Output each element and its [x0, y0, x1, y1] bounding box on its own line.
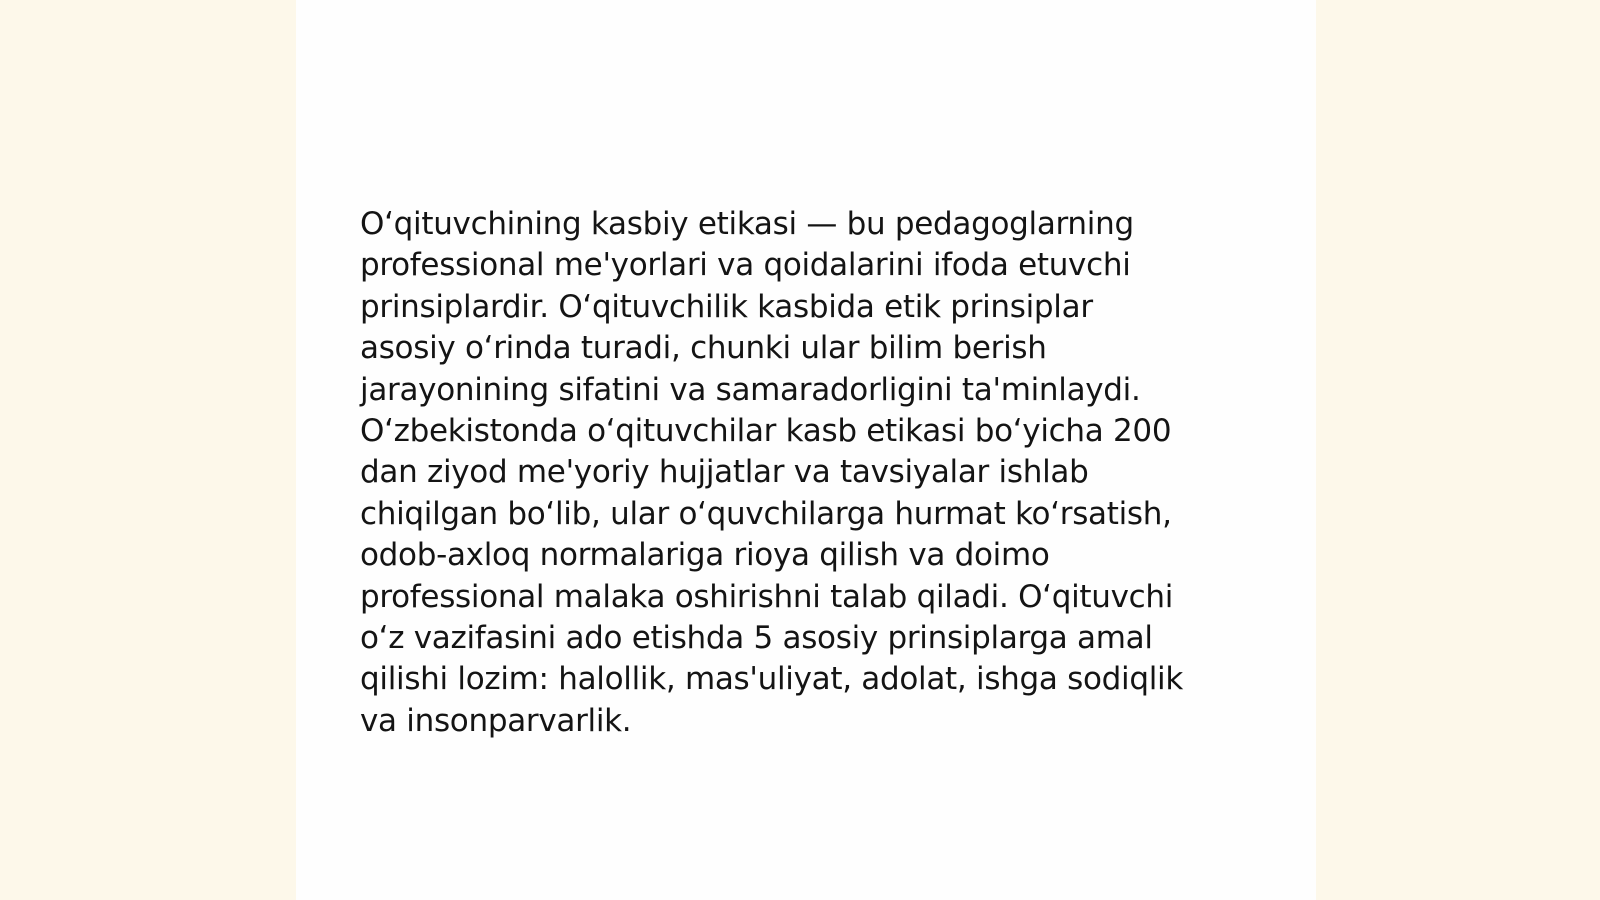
- paragraph-line: jarayonining sifatini va samaradorligini ta'minlaydi.: [360, 371, 1141, 408]
- paragraph-line: prinsiplardir. O‘qituvchilik kasbida etik prinsiplar: [360, 288, 1093, 325]
- paragraph-line: asosiy o‘rinda turadi, chunki ular bilim berish: [360, 330, 1047, 367]
- paragraph-line: O‘zbekistonda o‘qituvchilar kasb etikasi bo‘yicha 200: [360, 413, 1172, 450]
- paragraph-line: va insonparvarlik.: [360, 702, 632, 739]
- paragraph-line: chiqilgan bo‘lib, ular o‘quvchilarga hurmat ko‘rsatish,: [360, 495, 1172, 532]
- paragraph-line: o‘z vazifasini ado etishda 5 asosiy prinsiplarga amal: [360, 620, 1153, 657]
- slide-body-paragraph: [360, 204, 1260, 742]
- paragraph-line: professional malaka oshirishni talab qiladi. O‘qituvchi: [360, 578, 1174, 615]
- slide-panel: [296, 0, 1316, 900]
- paragraph-line: dan ziyod me'yoriy hujjatlar va tavsiyalar ishlab: [360, 454, 1089, 491]
- paragraph-line: odob-axloq normalariga rioya qilish va doimo: [360, 537, 1050, 574]
- paragraph-line: qilishi lozim: halollik, mas'uliyat, adolat, ishga sodiqlik: [360, 661, 1184, 698]
- paragraph-line: O‘qituvchining kasbiy etikasi — bu pedagoglarning: [360, 206, 1134, 242]
- paragraph-line: professional me'yorlari va qoidalarini ifoda etuvchi: [360, 247, 1131, 284]
